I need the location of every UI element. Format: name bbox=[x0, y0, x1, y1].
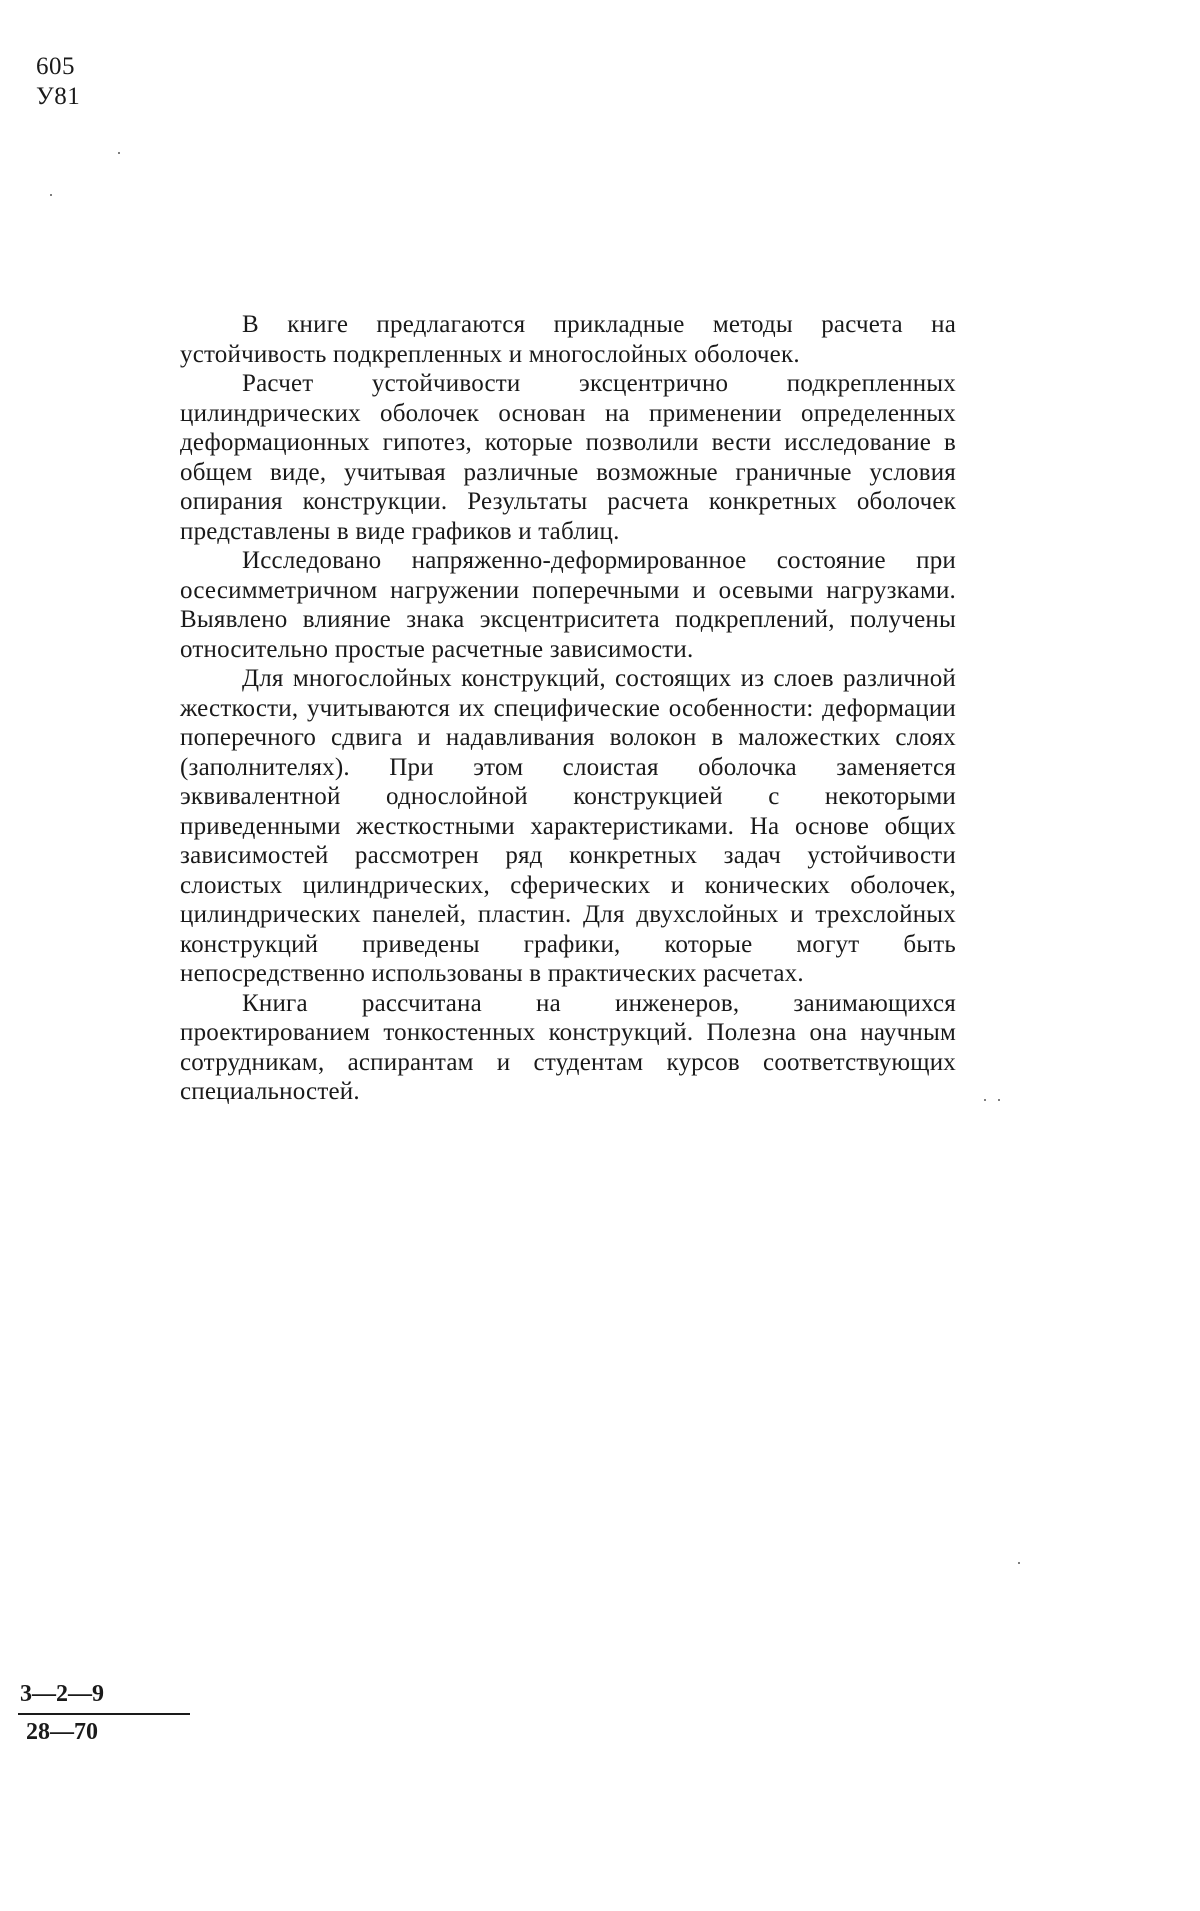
abstract-paragraph: Расчет устойчивости эксцентрично подкрепленных цилиндрических оболочек основан на применении определенных деформационных гипотез, которые позволили вести исследование в общем виде, учитывая различные возможные граничные условия опирания конструкции. Результаты расчета конкретных оболочек представлены в виде графиков и таблиц. bbox=[180, 370, 956, 545]
print-speck bbox=[984, 1099, 986, 1101]
print-speck bbox=[1018, 1562, 1020, 1564]
print-speck bbox=[118, 152, 120, 154]
abstract-paragraph: Исследовано напряженно-деформированное состояние при осесимметричном нагружении поперечными и осевыми нагрузками. Выявлено влияние знака эксцентриситета подкреплений, получены относительно простые расчетные зависимости. bbox=[180, 547, 956, 663]
udc-number: 605 bbox=[36, 53, 75, 80]
author-mark: У81 bbox=[36, 83, 81, 110]
abstract-paragraph: В книге предлагаются прикладные методы расчета на устойчивость подкрепленных и многослойных оболочек. bbox=[180, 311, 956, 368]
udc-classification bbox=[36, 52, 80, 112]
abstract-paragraph: Для многослойных конструкций, состоящих из слоев различной жесткости, учитываются их специфические особенности: деформации поперечного сдвига и надавливания волокон в маложестких слоях (заполнителях). При этом слоистая оболочка заменяется эквивалентной однослойной конструкцией с некоторыми приведенными жесткостными характеристиками. На основе общих зависимостей рассмотрен ряд конкретных задач устойчивости слоистых цилиндрических, сферических и конических оболочек, цилиндрических панелей, пластин. Для двухслойных и трехслойных конструкций приведены графики, которые могут быть непосредственно использованы в практических расчетах. bbox=[180, 665, 956, 987]
annotation-text bbox=[180, 310, 956, 1107]
code-denominator: 28—70 bbox=[26, 1719, 98, 1745]
code-numerator: 3—2—9 bbox=[18, 1679, 190, 1715]
print-speck bbox=[998, 1099, 1000, 1101]
publication-code bbox=[18, 1679, 190, 1747]
abstract-paragraph: Книга рассчитана на инженеров, занимающихся проектированием тонкостенных конструкций. Полезна она научным сотрудникам, аспирантам и студентам курсов соответствующих специальностей. bbox=[180, 989, 956, 1105]
print-speck bbox=[50, 194, 52, 196]
